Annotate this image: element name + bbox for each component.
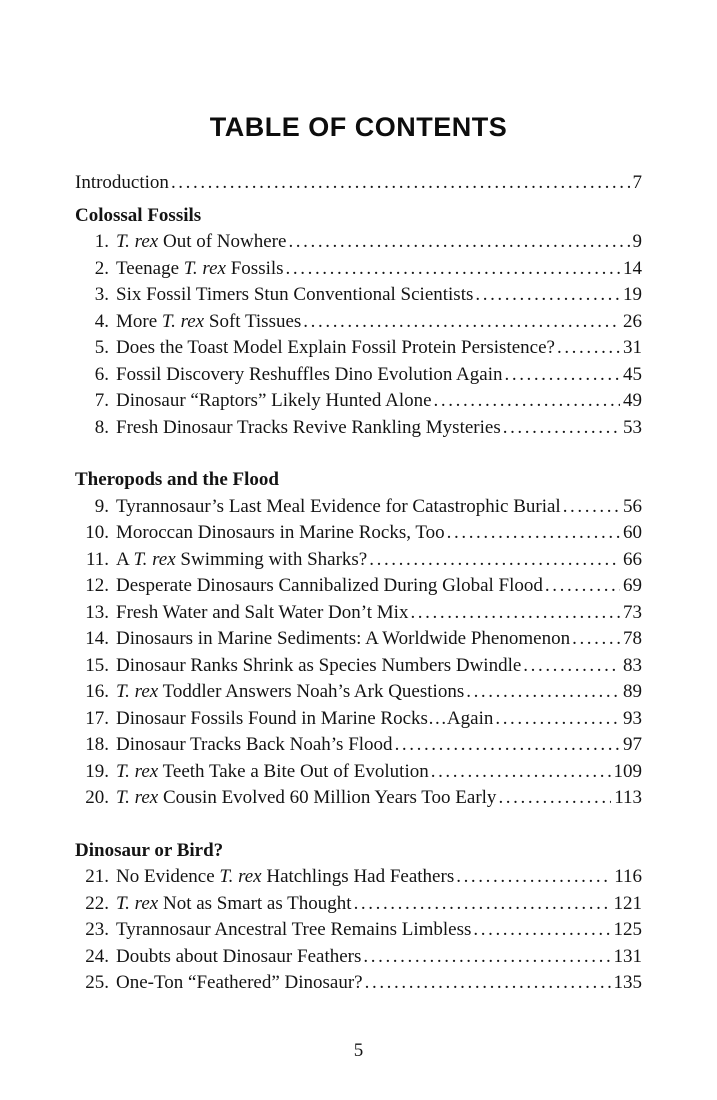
- dot-leader: [572, 626, 620, 653]
- entry-page: 7: [632, 172, 642, 193]
- toc-content: [75, 170, 642, 997]
- dot-leader: [563, 494, 620, 521]
- entry-title: T. rex Teeth Take a Bite Out of Evolution: [116, 760, 429, 782]
- dot-leader: [456, 864, 611, 891]
- entry-page: 83: [623, 654, 642, 676]
- entry-number: 15.: [85, 654, 109, 676]
- dot-leader: [466, 679, 620, 706]
- entry-title: Dinosaurs in Marine Sediments: A Worldwide Phenomenon: [116, 628, 571, 649]
- dot-leader: [495, 706, 620, 733]
- entry-number: 5.: [94, 337, 109, 358]
- entry-title: Fossil Discovery Reshuffles Dino Evolution Again: [116, 363, 503, 385]
- entry-number: 2.: [94, 257, 109, 279]
- entry-page: 66: [623, 548, 642, 570]
- dot-leader: [288, 229, 629, 256]
- entry-title: Six Fossil Timers Stun Conventional Scientists: [116, 284, 474, 305]
- toc-entry: [75, 335, 642, 362]
- dot-leader: [365, 970, 611, 997]
- dot-leader: [475, 282, 620, 309]
- dot-leader: [523, 653, 620, 680]
- dot-leader: [505, 362, 621, 389]
- dot-leader: [557, 335, 620, 362]
- entry-page: 131: [613, 945, 642, 967]
- page-title: TABLE OF CONTENTS: [209, 112, 508, 142]
- toc-entry: [75, 229, 642, 256]
- entry-page: 26: [623, 310, 642, 332]
- entry-number: 8.: [94, 416, 109, 438]
- entry-page: 49: [623, 390, 642, 411]
- entry-page: 109: [613, 760, 642, 782]
- toc-entry: [75, 573, 642, 600]
- toc-entry: [75, 970, 642, 997]
- entry-title: Tyrannosaur’s Last Meal Evidence for Catastrophic Burial: [116, 495, 561, 517]
- section-heading: Colossal Fossils: [75, 204, 202, 226]
- entry-number: 18.: [85, 734, 109, 755]
- entry-number: 11.: [85, 548, 109, 570]
- entry-page: 78: [623, 628, 642, 649]
- entry-title: Dinosaur Fossils Found in Marine Rocks…Again: [116, 707, 494, 729]
- entry-title: Moroccan Dinosaurs in Marine Rocks, Too: [116, 522, 445, 543]
- entry-page: 73: [623, 601, 642, 623]
- entry-number: 23.: [85, 919, 109, 940]
- entry-number: 21.: [85, 866, 109, 887]
- dot-leader: [503, 415, 620, 442]
- entry-number: 20.: [85, 787, 109, 808]
- entry-title: Desperate Dinosaurs Cannibalized During Global Flood: [116, 575, 543, 596]
- dot-leader: [447, 520, 620, 547]
- toc-entry: [75, 494, 642, 521]
- entry-number: 13.: [85, 601, 109, 623]
- entry-number: 10.: [85, 522, 109, 543]
- entry-number: 6.: [94, 363, 109, 385]
- toc-entry: [75, 679, 642, 706]
- entry-page: 97: [623, 734, 642, 755]
- entry-number: 1.: [94, 231, 109, 252]
- entry-page: 19: [623, 284, 642, 305]
- toc-entry: [75, 309, 642, 336]
- entry-title: Introduction: [75, 172, 169, 193]
- entry-page: 14: [623, 257, 642, 279]
- entry-number: 4.: [94, 310, 109, 332]
- entry-number: 19.: [85, 760, 109, 782]
- entry-page: 53: [623, 416, 642, 438]
- entry-page: 69: [623, 575, 642, 596]
- entry-title: T. rex Cousin Evolved 60 Million Years Too Early: [116, 787, 497, 808]
- entry-number: 3.: [94, 284, 109, 305]
- toc-entry: [75, 653, 642, 680]
- toc-section-3: [75, 838, 642, 997]
- toc-entry: [75, 732, 642, 759]
- dot-leader: [286, 256, 620, 283]
- entry-title: Teenage T. rex Fossils: [116, 257, 284, 279]
- toc-entry: [75, 415, 642, 442]
- entry-title: Dinosaur Tracks Back Noah’s Flood: [116, 734, 393, 755]
- entry-title: Tyrannosaur Ancestral Tree Remains Limbless: [116, 919, 472, 940]
- dot-leader: [395, 732, 620, 759]
- entry-number: 9.: [94, 495, 109, 517]
- section-heading: Theropods and the Flood: [75, 469, 279, 490]
- entry-title: Dinosaur “Raptors” Likely Hunted Alone: [116, 390, 432, 411]
- dot-leader: [303, 309, 620, 336]
- entry-page: 135: [613, 972, 642, 993]
- entry-number: 17.: [85, 707, 109, 729]
- toc-section-1: [75, 203, 642, 442]
- dot-leader: [431, 759, 611, 786]
- dot-leader: [473, 917, 610, 944]
- dot-leader: [410, 600, 620, 627]
- entry-page: 56: [623, 495, 642, 517]
- toc-entry-introduction: [75, 170, 642, 197]
- entry-page: 31: [623, 337, 642, 358]
- toc-entry: [75, 864, 642, 891]
- dot-leader: [369, 547, 620, 574]
- toc-entry: [75, 282, 642, 309]
- entry-page: 93: [623, 707, 642, 729]
- toc-section-2: [75, 467, 642, 812]
- toc-entry: [75, 547, 642, 574]
- toc-entry: [75, 600, 642, 627]
- toc-entry: [75, 256, 642, 283]
- entry-title: No Evidence T. rex Hatchlings Had Feathers: [116, 866, 455, 887]
- dot-leader: [171, 170, 630, 197]
- entry-title: One-Ton “Feathered” Dinosaur?: [116, 972, 363, 993]
- entry-number: 16.: [85, 681, 109, 702]
- entry-title: T. rex Not as Smart as Thought: [116, 892, 352, 914]
- toc-entry: [75, 759, 642, 786]
- entry-number: 25.: [85, 972, 109, 993]
- dot-leader: [545, 573, 620, 600]
- toc-entry: [75, 917, 642, 944]
- entry-page: 113: [614, 787, 642, 808]
- toc-entry: [75, 388, 642, 415]
- dot-leader: [354, 891, 611, 918]
- entry-title: Doubts about Dinosaur Feathers: [116, 945, 362, 967]
- entry-title: Fresh Water and Salt Water Don’t Mix: [116, 601, 409, 623]
- entry-page: 89: [623, 681, 642, 702]
- entry-page: 125: [613, 919, 642, 940]
- toc-entry: [75, 706, 642, 733]
- entry-number: 22.: [85, 892, 109, 914]
- entry-page: 121: [613, 892, 642, 914]
- toc-entry: [75, 785, 642, 812]
- entry-number: 14.: [85, 628, 109, 649]
- entry-title: Fresh Dinosaur Tracks Revive Rankling Mysteries: [116, 416, 501, 438]
- entry-number: 7.: [94, 390, 109, 411]
- page-number: 5: [353, 1040, 364, 1061]
- entry-title: Dinosaur Ranks Shrink as Species Numbers Dwindle: [116, 654, 522, 676]
- entry-page: 116: [614, 866, 642, 887]
- entry-page: 60: [623, 522, 642, 543]
- entry-number: 12.: [85, 575, 109, 596]
- dot-leader: [434, 388, 620, 415]
- toc-entry: [75, 944, 642, 971]
- entry-title: A T. rex Swimming with Sharks?: [116, 548, 368, 570]
- entry-title: Does the Toast Model Explain Fossil Protein Persistence?: [116, 337, 555, 358]
- section-heading: Dinosaur or Bird?: [75, 839, 224, 861]
- entry-title: More T. rex Soft Tissues: [116, 310, 302, 332]
- toc-entry: [75, 362, 642, 389]
- entry-page: 45: [623, 363, 642, 385]
- entry-number: 24.: [85, 945, 109, 967]
- toc-entry: [75, 520, 642, 547]
- dot-leader: [363, 944, 610, 971]
- entry-title: T. rex Toddler Answers Noah’s Ark Questions: [116, 681, 465, 702]
- dot-leader: [498, 785, 611, 812]
- entry-page: 9: [632, 231, 642, 252]
- toc-entry: [75, 626, 642, 653]
- toc-sections: [75, 203, 642, 997]
- toc-entry: [75, 891, 642, 918]
- entry-title: T. rex Out of Nowhere: [116, 231, 287, 252]
